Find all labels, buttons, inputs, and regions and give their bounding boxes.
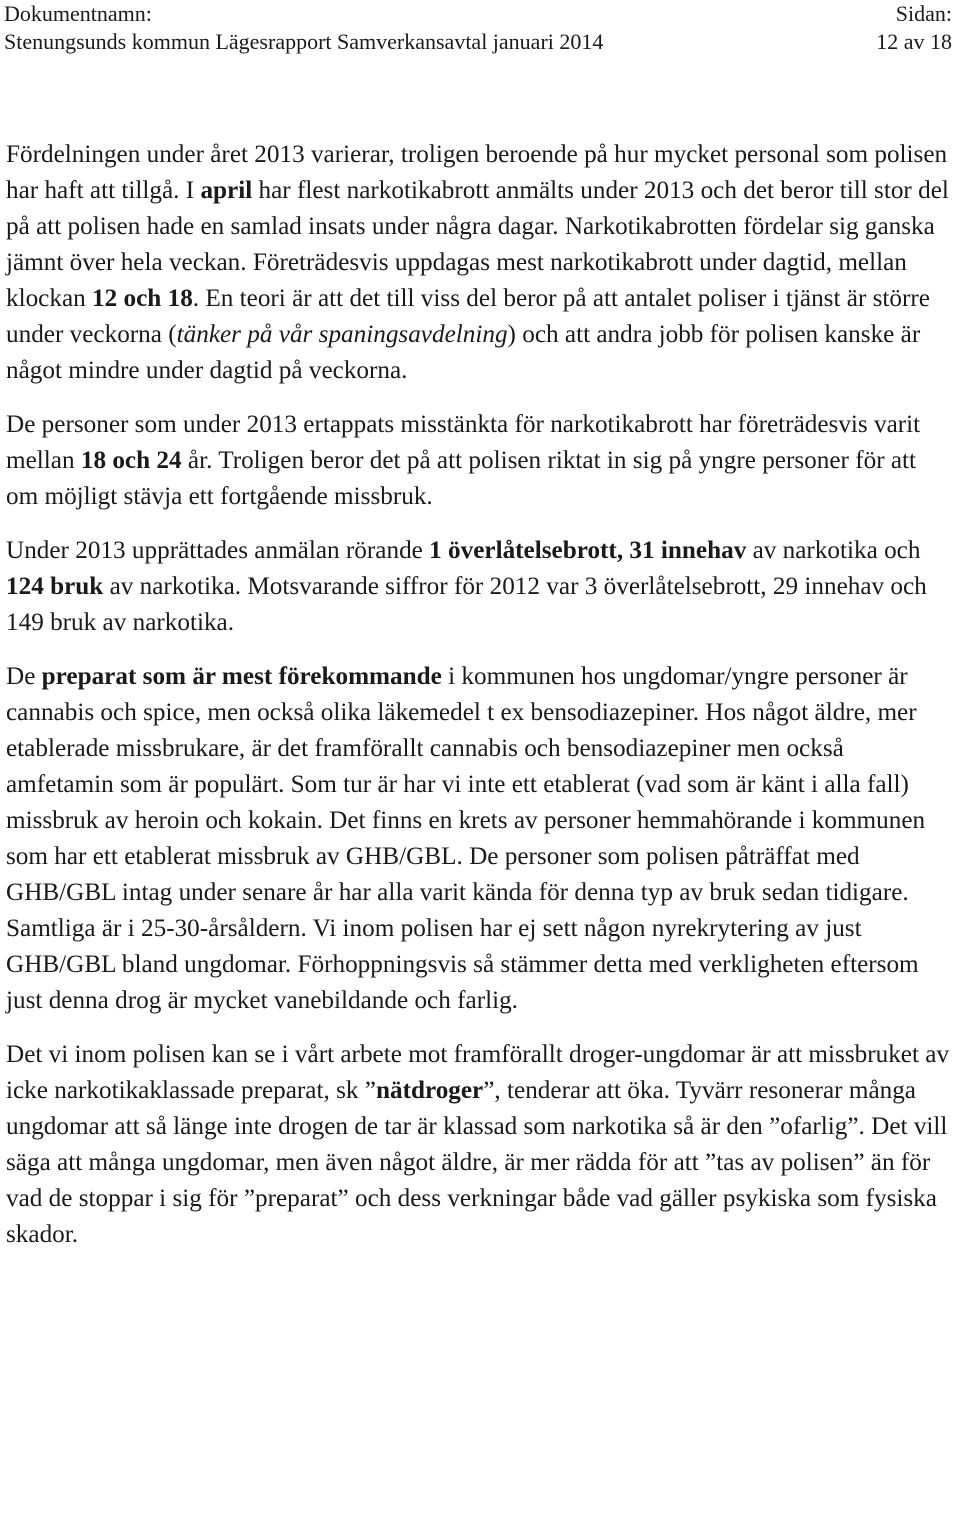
document-body	[6, 137, 954, 1253]
page-number-block	[876, 0, 952, 56]
bold-run: april	[200, 177, 253, 204]
text-run: Under 2013 upprättades anmälan rörande	[6, 537, 430, 564]
text-run: Fördelningen under året 2013 varierar, troligen beroende på hur mycket personal som polisen har haft att tillgå. I	[6, 141, 948, 204]
bold-run: 18 och 24	[80, 447, 182, 474]
document-name-block	[4, 0, 724, 56]
page-label: Sidan:	[895, 1, 952, 26]
page-header	[0, 0, 960, 86]
paragraph-online-drugs	[6, 1037, 954, 1253]
italic-run: tänker på vår spaningsavdelning	[176, 321, 508, 348]
paragraph-common-substances	[6, 659, 954, 1019]
text-run: har flest narkotikabrott anmälts under 2013 och det beror till stor del på att polisen hade en samlad insats under några dagar. Narkotikabrotten fördelar sig ganska jämnt över hela veckan. Företrädesvis uppdagas mest narkotikabrott under dagtid, mellan klockan	[6, 177, 949, 312]
bold-run: 124 bruk	[6, 573, 104, 600]
bold-run: 12 och 18	[92, 285, 193, 312]
paragraph-drug-crime-distribution	[6, 137, 954, 389]
text-run: av narkotika och	[746, 537, 921, 564]
text-run: av narkotika. Motsvarande siffror för 2012 var 3 överlåtelsebrott, 29 innehav och 149 bruk av narkotika.	[6, 573, 927, 636]
bold-run: 1 överlåtelsebrott, 31 innehav	[429, 537, 747, 564]
text-run: De personer som under 2013 ertappats misstänkta för narkotikabrott har företrädesvis varit mellan	[6, 411, 921, 474]
paragraph-suspect-ages	[6, 407, 954, 515]
text-run: år. Troligen beror det på att polisen riktat in sig på yngre personer för att om möjligt stävja ett fortgående missbruk.	[6, 447, 917, 510]
text-run: . En teori är att det till viss del beror på att antalet poliser i tjänst är större under veckorna (	[6, 285, 930, 348]
bold-run: nätdroger	[375, 1077, 484, 1104]
document-name: Stenungsunds kommun Lägesrapport Samverkansavtal januari 2014	[4, 29, 604, 54]
bold-run: preparat som är mest förekommande	[41, 663, 442, 690]
text-run: De	[6, 663, 42, 690]
text-run: i kommunen hos ungdomar/yngre personer är cannabis och spice, men också olika läkemedel t ex bensodiazepiner. Hos något äldre, mer etablerade missbrukare, är det framförallt cannabis och bensodiazepiner men också amfetamin som är populärt. Som tur är har vi inte ett etablerat (vad som är känt i alla fall) missbruk av heroin och kokain. Det finns en krets av personer hemmahörande i kommunen som har ett etablerat missbruk av GHB/GBL. De personer som polisen påträffat med GHB/GBL intag under senare år har alla varit kända för denna typ av bruk sedan tidigare. Samtliga är i 25-30-årsåldern. Vi inom polisen har ej sett någon nyrekrytering av just GHB/GBL bland ungdomar. Förhoppningsvis så stämmer detta med verkligheten eftersom just denna drog är mycket vanebildande och farlig.	[6, 663, 926, 1014]
paragraph-report-counts	[6, 533, 954, 641]
text-run: ) och att andra jobb för polisen kanske är något mindre under dagtid på veckorna.	[6, 321, 921, 384]
document-name-label: Dokumentnamn:	[4, 1, 152, 26]
text-run: ”, tenderar att öka. Tyvärr resonerar många ungdomar att så länge inte drogen de tar är klassad som narkotika så är den ”ofarlig”. Det vill säga att många ungdomar, men även något äldre, är mer rädda för att ”tas av polisen” än för vad de stoppar i sig för ”preparat” och dess verkningar både vad gäller psykiska som fysiska skador.	[6, 1077, 948, 1248]
text-run: Det vi inom polisen kan se i vårt arbete mot framförallt droger-ungdomar är att missbruket av icke narkotikaklassade preparat, sk ”	[6, 1041, 950, 1104]
page-number: 12 av 18	[876, 29, 952, 54]
